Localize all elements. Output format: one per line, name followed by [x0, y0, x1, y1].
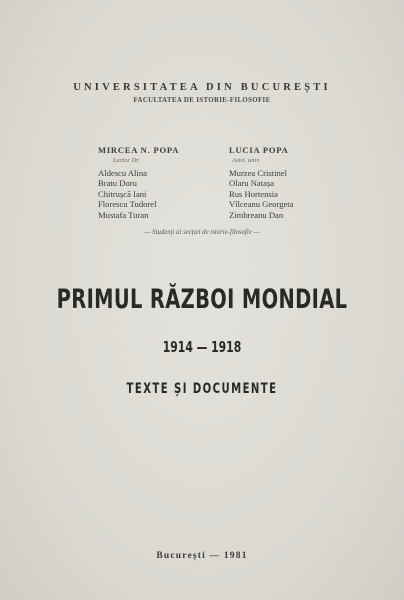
book-years: 1914 — 1918: [162, 338, 242, 356]
students-right-list: [229, 168, 294, 220]
place-and-year: București — 1981: [156, 551, 248, 561]
author-left-rank: Lector Dr.: [113, 157, 140, 164]
student-name: Vîlceanu Georgeta: [229, 199, 294, 210]
students-left-list: [98, 168, 157, 220]
student-name: Chitrușcă Iani: [98, 188, 147, 199]
students-caption: — Studenți ai secției de istorie-filosofie —: [144, 229, 260, 236]
student-name: Murzea Cristinel: [229, 168, 287, 178]
university-name: UNIVERSITATEA DIN BUCUREȘTI: [73, 82, 331, 93]
student-name: Rus Hortensia: [229, 188, 278, 199]
book-title: PRIMUL RĂZBOI MONDIAL: [56, 284, 348, 315]
student-name: Florescu Tudorel: [98, 199, 157, 210]
student-name: Zimbreanu Dan: [229, 209, 284, 220]
faculty-name: FACULTATEA DE ISTORIE-FILOSOFIE: [133, 97, 271, 104]
student-name: Olaru Natașa: [229, 178, 275, 189]
student-name: Bratu Doru: [98, 178, 137, 189]
student-name: Aldescu Alina: [98, 168, 147, 178]
student-name: Mustafa Turan: [98, 209, 149, 220]
author-right-rank: Asist. univ.: [232, 157, 261, 164]
book-subtitle: TEXTE ȘI DOCUMENTE: [126, 381, 278, 397]
author-right-name: LUCIA POPA: [229, 145, 289, 155]
author-left-name: MIRCEA N. POPA: [98, 145, 180, 155]
